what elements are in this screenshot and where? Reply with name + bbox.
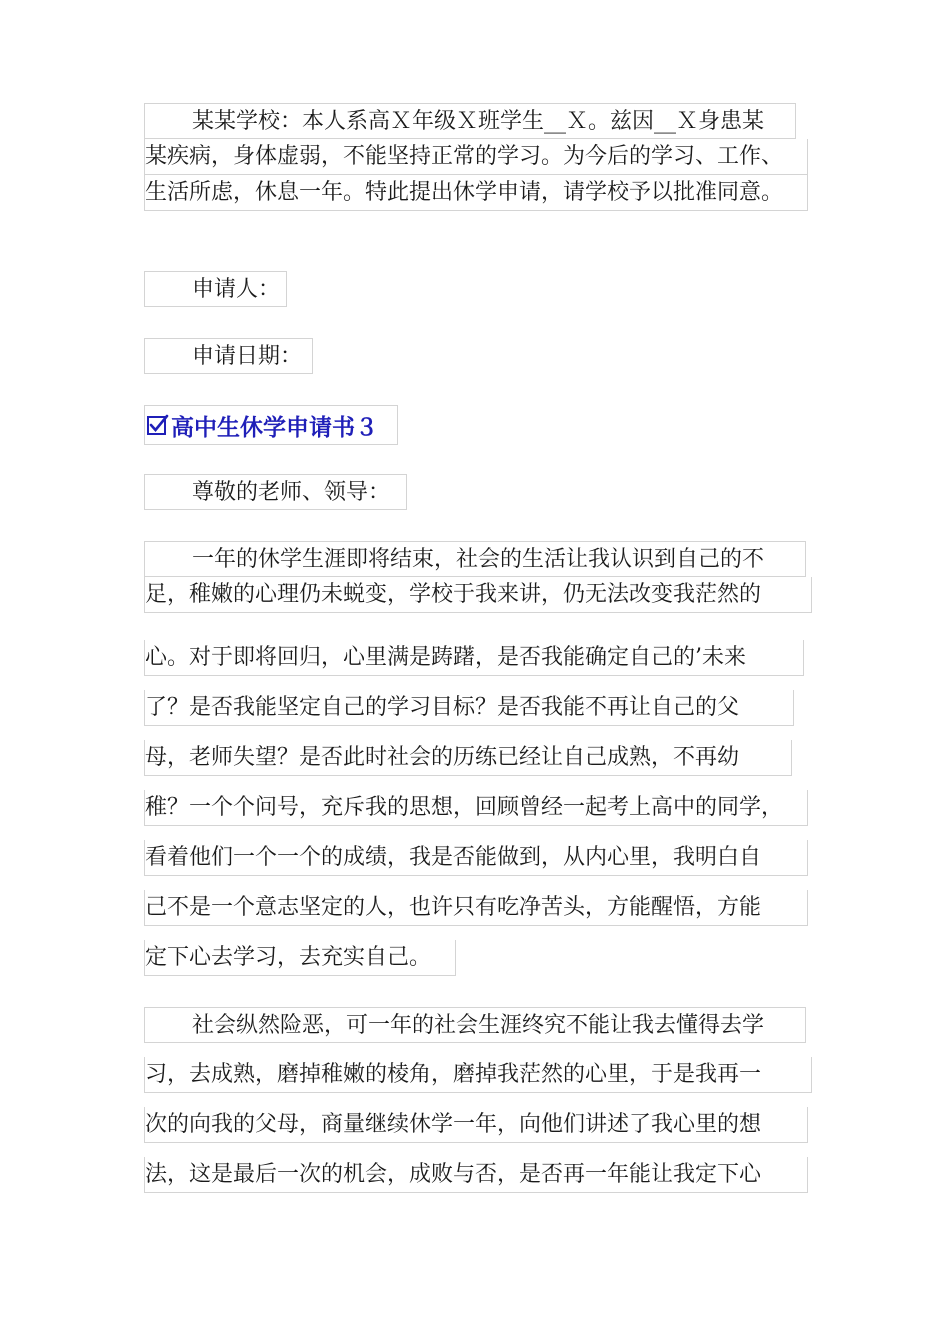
para1-line-3: 心。对于即将回归，心里满是踌躇，是否我能确定自己的’未来 (144, 640, 804, 676)
section-heading (144, 405, 398, 445)
para2-line-3: 次的向我的父母，商量继续休学一年，向他们讲述了我心里的想 (144, 1107, 808, 1143)
checkbox-checked-icon (147, 414, 169, 436)
para2-line-4: 法，这是最后一次的机会，成败与否，是否再一年能让我定下心 (144, 1157, 808, 1193)
para2-line-2: 习，去成熟，磨掉稚嫩的棱角，磨掉我茫然的心里，于是我再一 (144, 1057, 812, 1093)
para1-line-2: 足，稚嫩的心理仍未蜕变，学校于我来讲，仍无法改变我茫然的 (144, 577, 812, 613)
para1-line-1: 一年的休学生涯即将结束，社会的生活让我认识到自己的不 (144, 541, 806, 577)
section1-line-3: 生活所虑，休息一年。特此提出休学申请，请学校予以批准同意。 (144, 175, 808, 211)
para2-line-1: 社会纵然险恶，可一年的社会生涯终究不能让我去懂得去学 (144, 1007, 806, 1043)
para1-line-9: 定下心去学习，去充实自己。 (144, 940, 456, 976)
section1-line-2: 某疾病，身体虚弱，不能坚持正常的学习。为今后的学习、工作、 (144, 139, 808, 175)
para1-line-7: 看着他们一个一个的成绩，我是否能做到，从内心里，我明白自 (144, 840, 808, 876)
para1-line-5: 母，老师失望？是否此时社会的历练已经让自己成熟，不再幼 (144, 740, 792, 776)
section1-line-1: 某某学校：本人系高Ｘ年级Ｘ班学生__Ｘ。兹因__Ｘ身患某 (144, 103, 796, 139)
heading-text: 高中生休学申请书３ (171, 414, 378, 441)
applicant-label: 申请人： (144, 271, 287, 307)
para1-line-6: 稚？一个个问号，充斥我的思想，回顾曾经一起考上高中的同学， (144, 790, 808, 826)
greeting: 尊敬的老师、领导： (144, 474, 407, 510)
date-label: 申请日期： (144, 338, 313, 374)
para1-line-4: 了？是否我能坚定自己的学习目标？是否我能不再让自己的父 (144, 690, 794, 726)
para1-line-8: 己不是一个意志坚定的人，也许只有吃净苦头，方能醒悟，方能 (144, 890, 808, 926)
